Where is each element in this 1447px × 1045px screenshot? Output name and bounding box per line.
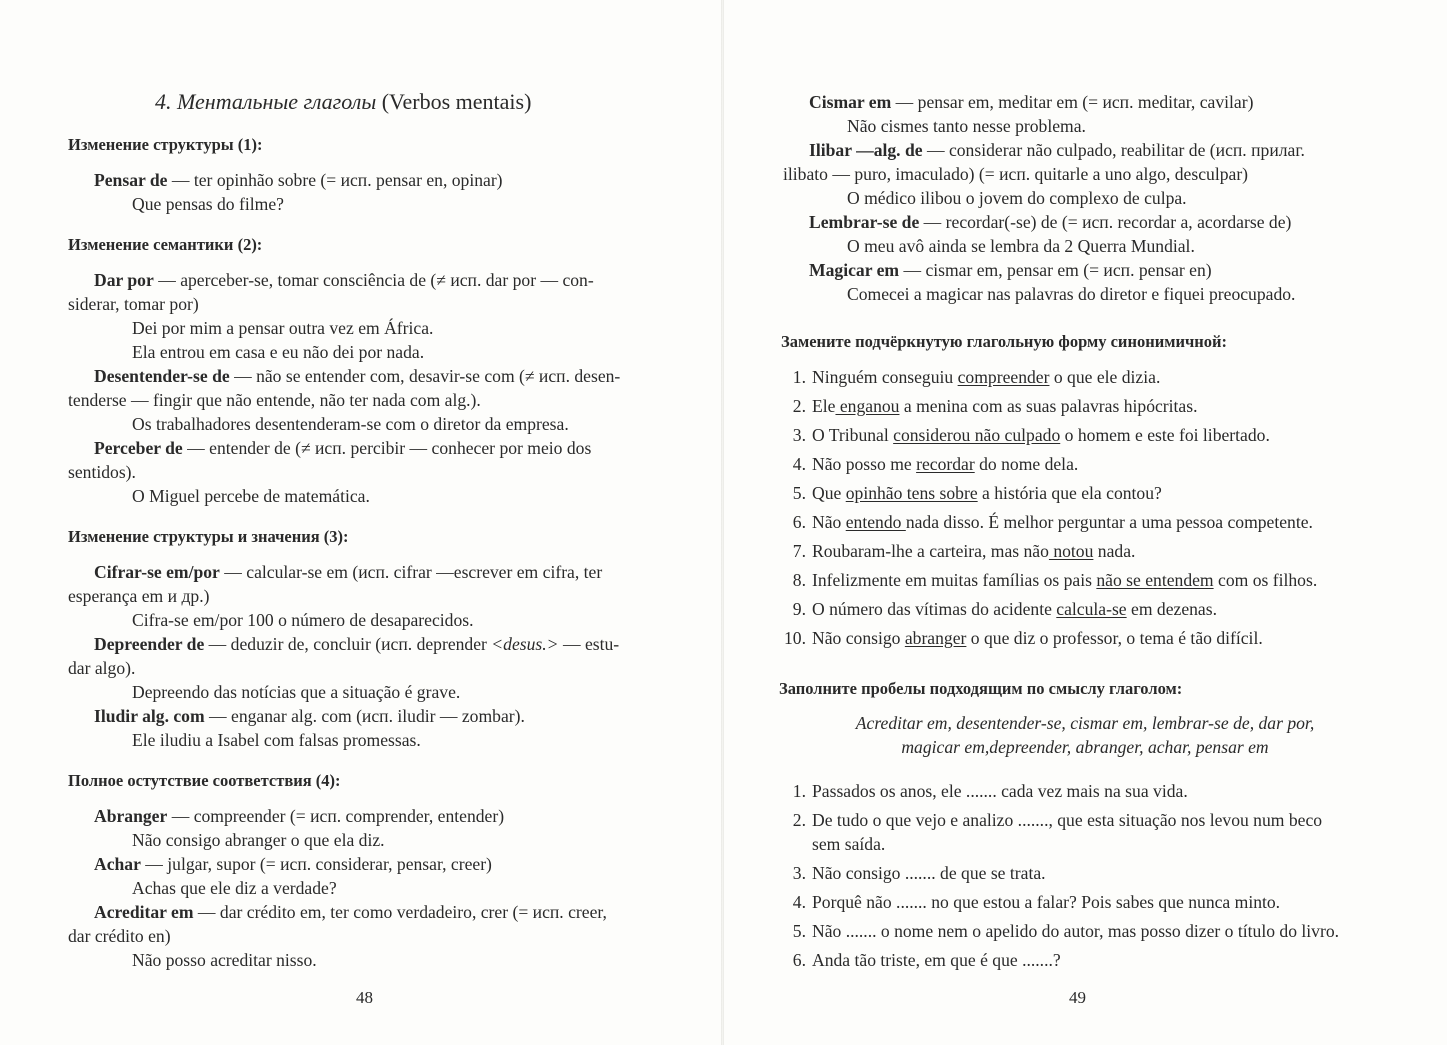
sentence-end: o que diz o professor, o tema é tão difícil. [966,628,1263,648]
exercise-1-item [781,539,1135,563]
exercise-2-heading: Заполните пробелы подходящим по смыслу глаголом: [779,679,1183,698]
sentence-start: Não consigo [812,628,905,648]
sentence-start: Infelizmente em muitas famílias os pais [812,570,1097,590]
example-ilibar: O médico ilibou o jovem do complexo de culpa. [847,188,1187,208]
underlined-verb: recordar [916,454,975,474]
sentence-text: Não ....... o nome nem o apelido do autor, mas posso dizer o título do livro. [812,921,1340,941]
entry-cismar: Cismar em — pensar em, meditar em (= исп. meditar, cavilar) [809,92,1254,112]
sentence-start: Roubaram-lhe a carteira, mas não [812,541,1049,561]
exercise-1-item [781,568,1317,592]
example-desentender: Os trabalhadores desentenderam-se com o diretor da empresa. [132,414,569,434]
sentence-text: Não consigo ....... de que se trata. [812,863,1046,883]
underlined-verb: enganou [835,396,900,416]
sentence-start: Não [812,512,846,532]
sentence-text: Anda tão triste, em que é que .......? [812,950,1061,970]
entry-magicar: Magicar em — cismar em, pensar em (= исп. pensar en) [809,260,1212,280]
exercise-1-item [781,365,1160,389]
entry-desentender-cont: tenderse — fingir que não entende, não ter nada com alg.). [68,390,481,410]
sentence-text: De tudo o que vejo e analizo ......., que esta situação nos levou num beco [812,810,1323,830]
exercise-1-item [781,394,1198,418]
underlined-verb: entendo [845,512,906,532]
entry-depreender: Depreender de — deduzir de, concluir (исп. deprender <desus.> — estu- [94,634,620,654]
example-achar: Achas que ele diz a verdade? [132,878,337,898]
sentence-end: nada. [1093,541,1136,561]
entry-perceber: Perceber de — entender de (≠ исп. percibir — conhecer por meio dos [94,438,592,458]
example-abranger: Não consigo abranger o que ela diz. [132,830,385,850]
underlined-verb: calcula-se [1056,599,1127,619]
section-heading-1: Изменение структуры (1): [68,135,263,154]
sentence-start: Não posso me [812,454,917,474]
entry-acreditar: Acreditar em — dar crédito em, ter como verdadeiro, crer (= исп. creer, [94,902,607,922]
sentence-text: Passados os anos, ele ....... cada vez mais na sua vida. [812,781,1188,801]
item-number: 8. [792,570,806,590]
entry-perceber-cont: sentidos). [68,462,136,482]
item-number: 5. [792,483,806,503]
entry-ilibar: Ilibar —alg. de — considerar não culpado, reabilitar de (исп. прилаг. [809,140,1305,160]
exercise-1-item [781,452,1078,476]
word-bank-line-1: Acreditar em, desentender-se, cismar em, lembrar-se de, dar por, [855,713,1315,733]
entry-ilibar-cont: ilibato — puro, imaculado) (= исп. quitarle a uno algo, desculpar) [783,164,1249,184]
exercise-1-item [781,510,1313,534]
exercise-1-item [781,597,1217,621]
underlined-verb: abranger [904,628,967,648]
example-magicar: Comecei a magicar nas palavras do diretor e fiquei preocupado. [847,284,1296,304]
item-number: 2. [792,810,806,830]
entry-achar: Achar — julgar, supor (= исп. considerar, pensar, creer) [94,854,492,874]
exercise-1-heading: Замените подчёркнутую глагольную форму синонимичной: [781,332,1228,351]
exercise-2-item-cont [781,832,885,856]
sentence-start: O Tribunal [812,425,894,445]
exercise-2-item [781,919,1339,943]
underlined-verb: considerou não culpado [893,425,1061,445]
item-number: 9. [792,599,806,619]
exercise-1-item [781,481,1162,505]
example-acreditar: Não posso acreditar nisso. [132,950,317,970]
entry-depreender-cont: dar algo). [68,658,136,678]
section-heading-4: Полное остутствие соответствия (4): [68,771,341,790]
word-bank-line-2: magicar em,depreender, abranger, achar, pensar em [901,737,1269,757]
exercise-2-item [781,779,1188,803]
entry-iludir: Iludir alg. com — enganar alg. com (исп. iludir — zombar). [94,706,525,726]
sentence-text: sem saída. [812,834,886,854]
chapter-title: 4. Ментальные глаголы (Verbos mentais) [155,89,532,114]
item-number: 3. [792,425,806,445]
item-number: 3. [792,863,806,883]
entry-dar-por: Dar por — aperceber-se, tomar consciência de (≠ исп. dar por — con- [94,270,594,290]
item-number: 7. [792,541,806,561]
sentence-start: Que [812,483,846,503]
item-number: 10. [784,628,806,648]
exercise-2-item [781,861,1046,885]
sentence-start: Ninguém conseguiu [812,367,958,387]
exercise-1-item [781,423,1270,447]
example-perceber: O Miguel percebe de matemática. [132,486,370,506]
sentence-end: a história que ela contou? [977,483,1162,503]
underlined-verb: notou [1048,541,1094,561]
exercise-2-item [781,890,1280,914]
item-number: 4. [792,892,806,912]
sentence-end: do nome dela. [974,454,1079,474]
exercise-2-item [781,808,1322,832]
example-dar-por-1: Dei por mim a pensar outra vez em África. [132,318,434,338]
item-number: 4. [792,454,806,474]
underlined-verb: compreender [957,367,1050,387]
example-lembrar: O meu avô ainda se lembra da 2 Querra Mundial. [847,236,1195,256]
sentence-text: Porquê não ....... no que estou a falar? Pois sabes que nunca minto. [812,892,1281,912]
item-number: 1. [792,781,806,801]
example-iludir: Ele iludiu a Isabel com falsas promessas. [132,730,421,750]
right-page [723,0,1447,1045]
entry-lembrar: Lembrar-se de — recordar(-se) de (= исп. recordar a, acordarse de) [809,212,1292,232]
underlined-verb: opinhão tens sobre [845,483,978,503]
sentence-end: nada disso. É melhor perguntar a uma pessoa competente. [905,512,1313,532]
example-depreender: Depreendo das notícias que a situação é grave. [132,682,461,702]
example-pensar: Que pensas do filme? [132,194,284,214]
section-heading-2: Изменение семантики (2): [68,235,263,254]
underlined-verb: não se entendem [1096,570,1214,590]
entry-acreditar-cont: dar crédito en) [68,926,171,946]
entry-desentender: Desentender-se de — não se entender com, desavir-se com (≠ исп. desen- [94,366,621,386]
example-cismar: Não cismes tanto nesse problema. [847,116,1086,136]
section-heading-3: Изменение структуры и значения (3): [68,527,349,546]
left-page [0,0,723,1045]
entry-cifrar-cont: esperança em и др.) [68,586,210,606]
entry-dar-por-cont: siderar, tomar por) [68,294,199,314]
exercise-2-item [781,948,1061,972]
entry-cifrar: Cifrar-se em/por — calcular-se em (исп. cifrar —escrever em cifra, ter [94,562,603,582]
entry-pensar: Pensar de — ter opinhão sobre (= исп. pensar en, opinar) [94,170,503,190]
item-number: 5. [792,921,806,941]
sentence-end: o homem e este foi libertado. [1060,425,1270,445]
sentence-end: em dezenas. [1126,599,1217,619]
item-number: 6. [792,950,806,970]
entry-abranger: Abranger — compreender (= исп. comprender, entender) [94,806,505,826]
sentence-end: o que ele dizia. [1049,367,1161,387]
exercise-1-item [781,626,1263,650]
item-number: 2. [792,396,806,416]
example-dar-por-2: Ela entrou em casa e eu não dei por nada. [132,342,425,362]
example-cifrar: Cifra-se em/por 100 o número de desaparecidos. [132,610,474,630]
sentence-end: com os filhos. [1213,570,1318,590]
sentence-start: O número das vítimas do acidente [812,599,1057,619]
page-number-right: 49 [1069,988,1086,1007]
sentence-end: a menina com as suas palavras hipócritas. [899,396,1198,416]
item-number: 6. [792,512,806,532]
page-number-left: 48 [356,988,373,1007]
item-number: 1. [792,367,806,387]
sentence-start: Ele [812,396,836,416]
